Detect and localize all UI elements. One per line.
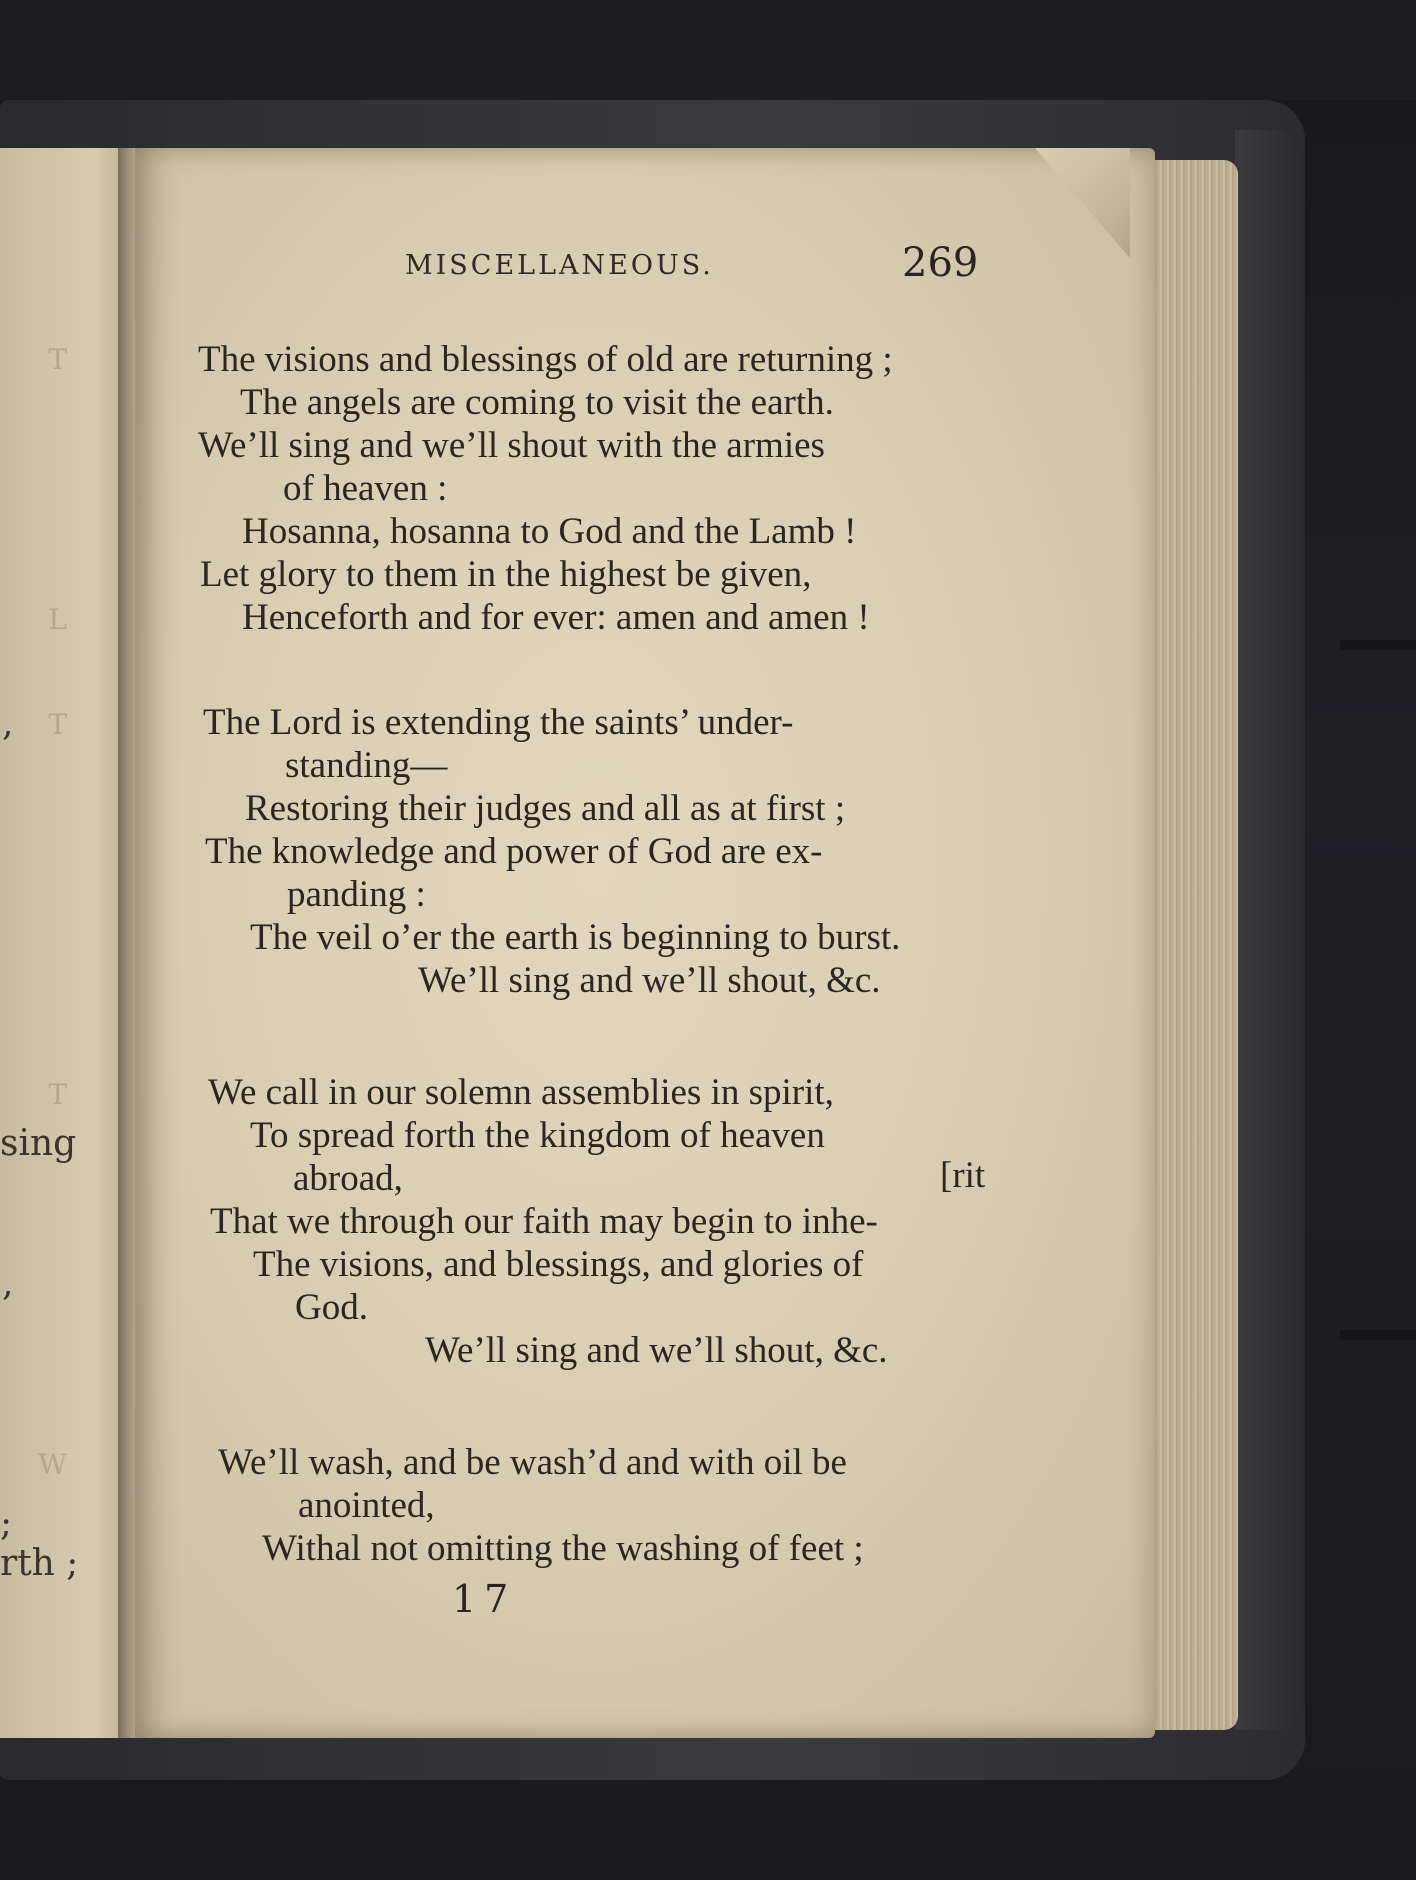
verse-line: standing—: [285, 745, 448, 786]
left-page-bleed-text: T: [48, 708, 67, 741]
left-page-fragment: sing: [0, 1123, 77, 1164]
verse-line: Let glory to them in the highest be given,: [200, 554, 812, 595]
verse-line: The knowledge and power of God are ex-: [205, 831, 823, 872]
verse-line: We’ll sing and we’ll shout with the armies: [198, 425, 825, 466]
left-page-fragment: ;: [0, 1503, 13, 1544]
left-page-fragment: ,: [2, 1263, 14, 1304]
verse-line: We’ll wash, and be wash’d and with oil be: [218, 1442, 847, 1483]
backdrop: [0, 0, 1416, 100]
verse-line: That we through our faith may begin to inhe-: [210, 1201, 878, 1242]
running-head: MISCELLANEOUS.: [405, 250, 714, 281]
verse-line: The visions, and blessings, and glories of: [253, 1244, 864, 1285]
left-page-bleed-text: T: [48, 343, 67, 376]
turnover-fragment: [rit: [940, 1155, 986, 1196]
verse-line: anointed,: [298, 1485, 435, 1526]
signature-mark: 17: [452, 1577, 517, 1621]
verse-line: The veil o’er the earth is beginning to burst.: [250, 917, 901, 958]
ribbon-tab-upper: [1340, 640, 1416, 650]
left-page-fragment: ,: [2, 703, 14, 744]
verse-line: The angels are coming to visit the earth.: [240, 382, 834, 423]
verse-line: of heaven :: [283, 468, 448, 509]
verse-line: abroad,: [293, 1158, 403, 1199]
chorus-reference: We’ll sing and we’ll shout, &c.: [418, 960, 881, 1001]
verse-line: God.: [295, 1287, 368, 1328]
binding-edge: [1235, 130, 1305, 1730]
ribbon-tab-lower: [1340, 1330, 1416, 1340]
verse-line: Henceforth and for ever: amen and amen !: [242, 597, 870, 638]
verse-line: Withal not omitting the washing of feet ;: [262, 1528, 864, 1569]
verse-line: To spread forth the kingdom of heaven: [250, 1115, 825, 1156]
verse-line: The Lord is extending the saints’ under-: [203, 702, 794, 743]
verse-line: The visions and blessings of old are returning ;: [198, 339, 893, 380]
verse-line: We call in our solemn assemblies in spirit,: [208, 1072, 834, 1113]
page-number: 269: [902, 240, 979, 286]
verse-line: panding :: [287, 874, 426, 915]
verse-line: Restoring their judges and all as at first ;: [245, 788, 846, 829]
left-page-bleed-text: W: [38, 1448, 67, 1481]
verse-line: Hosanna, hosanna to God and the Lamb !: [242, 511, 857, 552]
left-page-bleed-text: T: [48, 1078, 67, 1111]
chorus-reference: We’ll sing and we’ll shout, &c.: [425, 1330, 888, 1371]
left-page-bleed-text: L: [48, 603, 67, 636]
gutter-shadow: [118, 148, 152, 1738]
left-page: [0, 148, 135, 1738]
left-page-fragment: rth ;: [0, 1543, 79, 1584]
